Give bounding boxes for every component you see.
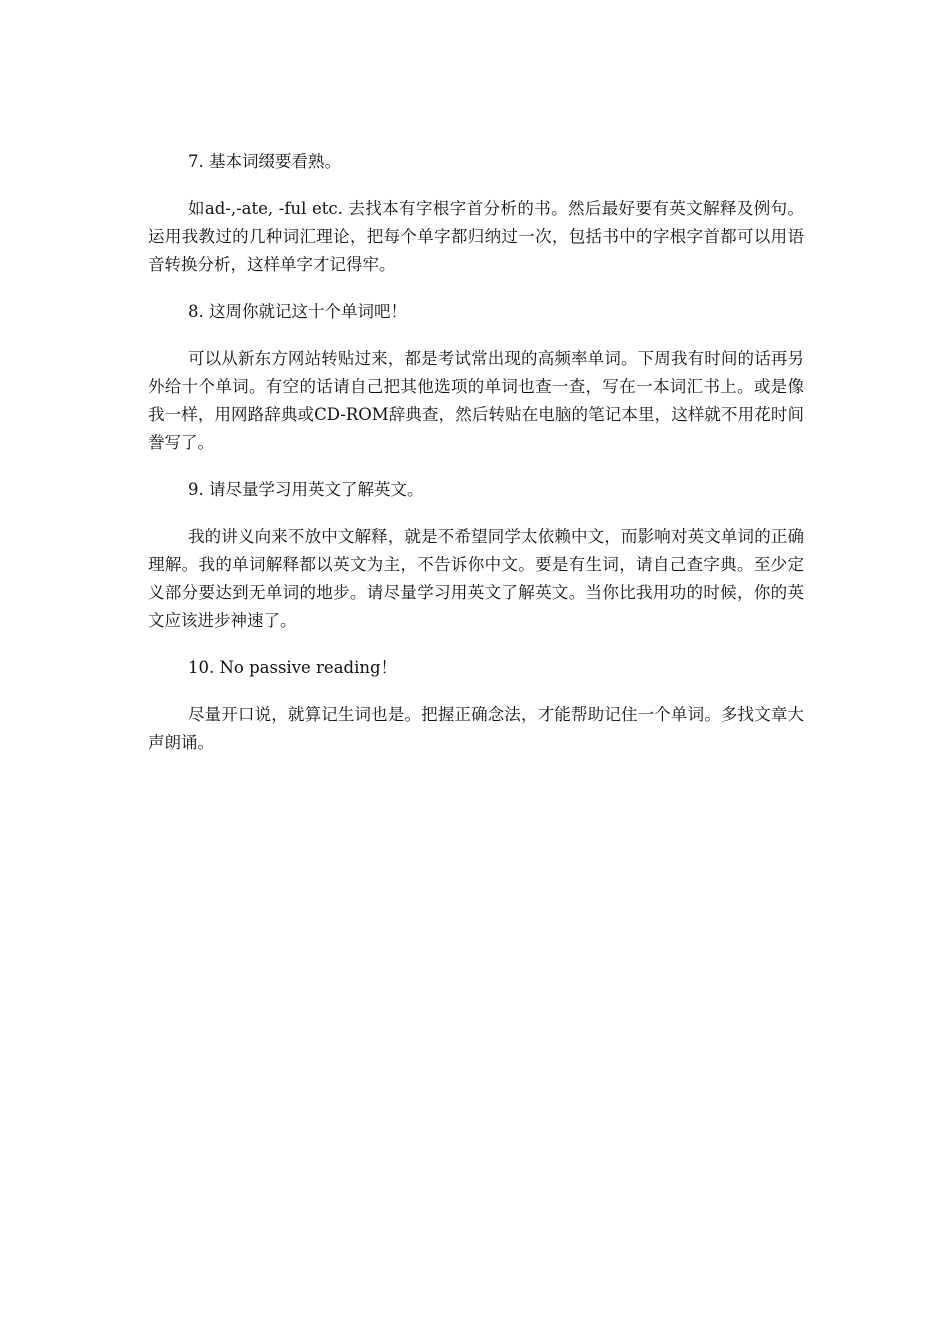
section-9-heading: 9. 请尽量学习用英文了解英文。 — [188, 480, 424, 499]
document-body — [148, 148, 804, 776]
section-7-heading: 7. 基本词缀要看熟。 — [188, 152, 341, 171]
section-9-body: 我的讲义向来不放中文解释，就是不希望同学太依赖中文，而影响对英文单词的正确理解。我的单词解释都以英文为主，不告诉你中文。要是有生词，请自己查字典。至少定义部分要达到无单词的地步。请尽量学习用英文了解英文。当你比我用功的时候，你的英文应该进步神速了。 — [148, 527, 804, 630]
section-7-body: 如ad-,-ate, -ful etc. 去找本有字根字首分析的书。然后最好要有英文解释及例句。运用我教过的几种词汇理论，把每个单字都归纳过一次，包括书中的字根字首都可以用语音转换分析，这样单字才记得牢。 — [148, 199, 804, 274]
section-10-heading: 10. No passive reading！ — [188, 658, 398, 677]
section-10-body: 尽量开口说，就算记生词也是。把握正确念法，才能帮助记住一个单词。多找文章大声朗诵。 — [148, 705, 804, 752]
section-8-heading: 8. 这周你就记这十个单词吧！ — [188, 302, 407, 321]
section-8-body: 可以从新东方网站转贴过来，都是考试常出现的高频率单词。下周我有时间的话再另外给十个单词。有空的话请自己把其他选项的单词也查一查，写在一本词汇书上。或是像我一样，用网路辞典或CD-ROM辞典查，然后转贴在电脑的笔记本里，这样就不用花时间誊写了。 — [148, 349, 804, 452]
